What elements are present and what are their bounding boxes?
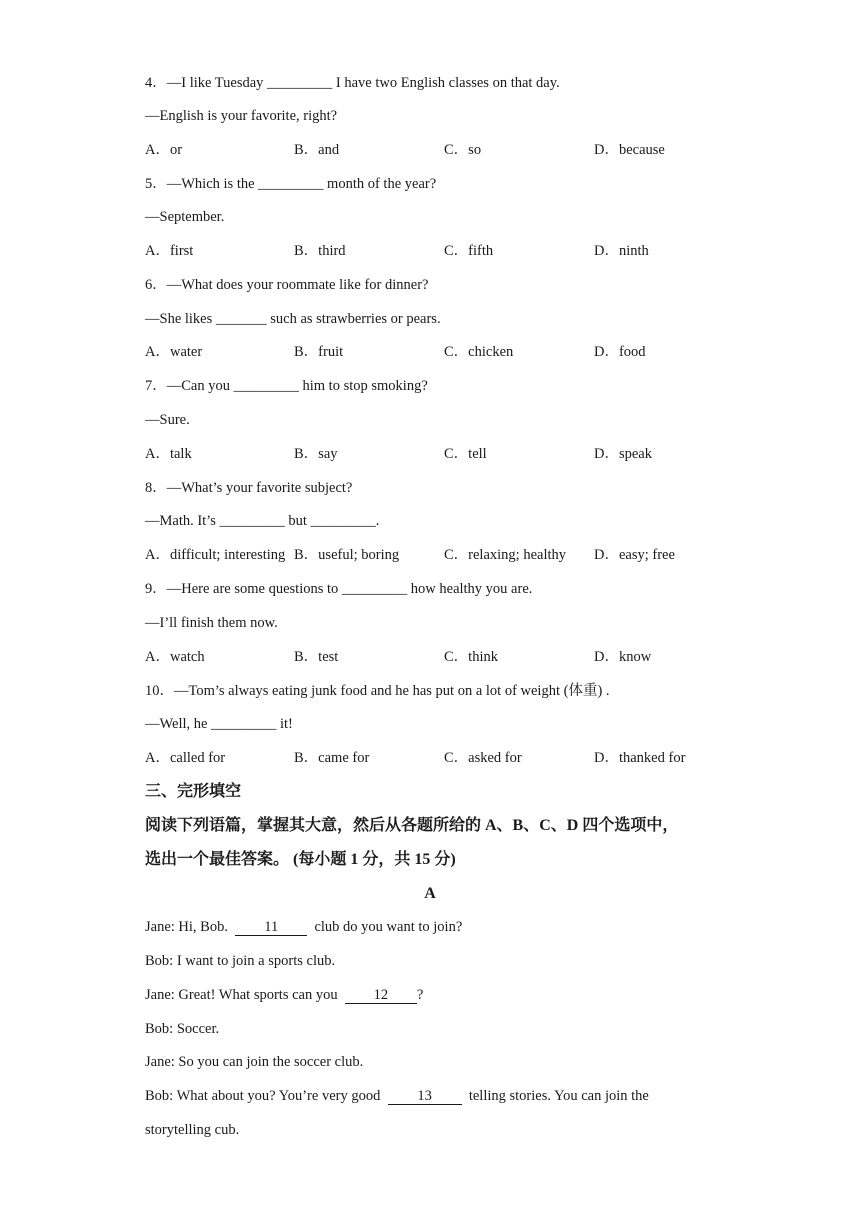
question-5-option-a: A．first bbox=[145, 243, 194, 259]
question-9-option-b: B．test bbox=[294, 649, 339, 665]
passage-label: A bbox=[424, 885, 436, 902]
question-4-option-a: A．or bbox=[145, 142, 183, 158]
question-8-option-a: A．difficult; interesting bbox=[145, 547, 286, 563]
dialogue-line-3 bbox=[145, 985, 423, 1005]
question-7-reply: —Sure. bbox=[145, 412, 190, 428]
question-5-option-b: B．third bbox=[294, 243, 346, 259]
question-5-option-c: C．fifth bbox=[444, 243, 494, 259]
question-8-option-d: D．easy; free bbox=[594, 547, 675, 563]
dialogue-line-1-post: club do you want to join? bbox=[307, 919, 463, 935]
section-instruction-line-2: 选出一个最佳答案。 (每小题 1 分，共 15 分) bbox=[145, 851, 456, 868]
question-8-option-c: C．relaxing; healthy bbox=[444, 547, 567, 563]
question-6-option-a: A．water bbox=[145, 344, 203, 360]
question-7-option-b: B．say bbox=[294, 446, 338, 462]
question-7-option-a: A．talk bbox=[145, 446, 192, 462]
question-9-option-c: C．think bbox=[444, 649, 498, 665]
dialogue-line-4: Bob: Soccer. bbox=[145, 1021, 220, 1037]
blank-12: 12 bbox=[345, 987, 417, 1004]
question-9-option-a: A．watch bbox=[145, 649, 205, 665]
dialogue-line-6 bbox=[145, 1086, 649, 1106]
question-5-reply: —September. bbox=[145, 209, 225, 225]
question-6-option-d: D．food bbox=[594, 344, 646, 360]
blank-13: 13 bbox=[388, 1088, 462, 1105]
question-8-reply: —Math. It’s _________ but _________. bbox=[145, 513, 380, 529]
question-7-option-d: D．speak bbox=[594, 446, 652, 462]
dialogue-line-6-post: telling stories. You can join the bbox=[461, 1088, 649, 1104]
question-10-option-b: B．came for bbox=[294, 750, 370, 766]
question-9-reply: —I’ll finish them now. bbox=[145, 615, 278, 631]
section-title: 三、完形填空 bbox=[145, 783, 242, 800]
dialogue-line-3-post: ? bbox=[416, 987, 424, 1003]
dialogue-line-5: Jane: So you can join the soccer club. bbox=[145, 1054, 364, 1070]
section-instruction-line-1: 阅读下列语篇，掌握其大意，然后从各题所给的 A、B、C、D 四个选项中， bbox=[145, 817, 679, 834]
question-4-option-d: D．because bbox=[594, 142, 665, 158]
question-10-option-c: C．asked for bbox=[444, 750, 522, 766]
dialogue-line-1-pre: Jane: Hi, Bob. bbox=[145, 919, 236, 935]
dialogue-line-1 bbox=[145, 917, 462, 937]
question-4-stem: 4．—I like Tuesday _________ I have two English classes on that day. bbox=[145, 75, 560, 91]
question-10-option-d: D．thanked for bbox=[594, 750, 686, 766]
question-10-stem: 10．—Tom’s always eating junk food and he has put on a lot of weight (体重) . bbox=[145, 683, 610, 699]
question-6-stem: 6．—What does your roommate like for dinner? bbox=[145, 277, 429, 293]
question-5-option-d: D．ninth bbox=[594, 243, 649, 259]
question-8-option-b: B．useful; boring bbox=[294, 547, 400, 563]
question-10-option-a: A．called for bbox=[145, 750, 226, 766]
blank-11: 11 bbox=[235, 919, 307, 936]
question-9-option-d: D．know bbox=[594, 649, 652, 665]
question-4-option-b: B．and bbox=[294, 142, 340, 158]
dialogue-line-3-pre: Jane: Great! What sports can you bbox=[145, 987, 345, 1003]
question-4-reply: —English is your favorite, right? bbox=[145, 108, 338, 124]
dialogue-line-6-pre: Bob: What about you? You’re very good bbox=[145, 1088, 388, 1104]
question-6-reply: —She likes _______ such as strawberries or pears. bbox=[145, 311, 441, 327]
question-8-stem: 8．—What’s your favorite subject? bbox=[145, 480, 353, 496]
question-10-reply: —Well, he _________ it! bbox=[145, 716, 293, 732]
question-7-stem: 7．—Can you _________ him to stop smoking? bbox=[145, 378, 428, 394]
question-4-option-c: C．so bbox=[444, 142, 482, 158]
question-5-stem: 5．—Which is the _________ month of the year? bbox=[145, 176, 437, 192]
question-6-option-c: C．chicken bbox=[444, 344, 514, 360]
dialogue-line-7: storytelling cub. bbox=[145, 1122, 240, 1138]
question-6-option-b: B．fruit bbox=[294, 344, 344, 360]
question-9-stem: 9．—Here are some questions to _________ how healthy you are. bbox=[145, 581, 533, 597]
dialogue-line-2: Bob: I want to join a sports club. bbox=[145, 953, 336, 969]
question-7-option-c: C．tell bbox=[444, 446, 487, 462]
